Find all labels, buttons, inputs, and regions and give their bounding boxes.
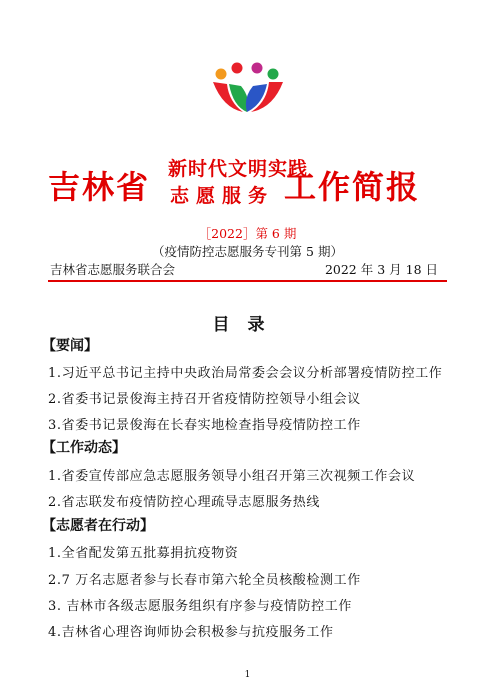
toc-title: 目录 <box>212 315 283 335</box>
toc-item[interactable]: 3.省委书记景俊海在长春实地检查指导疫情防控工作 <box>48 418 361 433</box>
toc-item[interactable]: 1.全省配发第五批募捐抗疫物资 <box>48 546 239 561</box>
publisher-org: 吉林省志愿服务联合会 <box>50 262 176 277</box>
page-number: 1 <box>244 670 251 680</box>
issue-number: ［2022］第 6 期 <box>198 226 297 241</box>
volunteer-logo-icon <box>205 58 289 114</box>
title-civilization-practice: 新时代文明实践 <box>168 158 309 180</box>
title-work-brief: 工作简报 <box>284 168 421 206</box>
toc-item[interactable]: 3. 吉林市各级志愿服务组织有序参与疫情防控工作 <box>48 599 352 614</box>
toc-section-work-updates: 【工作动态】 <box>42 440 126 456</box>
toc-item[interactable]: 2.省志联发布疫情防控心理疏导志愿服务热线 <box>48 495 321 510</box>
header-divider <box>48 280 447 282</box>
title-province: 吉林省 <box>48 168 151 206</box>
toc-section-news: 【要闻】 <box>42 338 98 354</box>
toc-section-volunteers-in-action: 【志愿者在行动】 <box>42 518 154 534</box>
toc-item[interactable]: 1.省委宣传部应急志愿服务领导小组召开第三次视频工作会议 <box>48 469 416 484</box>
toc-item[interactable]: 4.吉林省心理咨询师协会积极参与抗疫服务工作 <box>48 625 334 640</box>
special-issue-note: （疫情防控志愿服务专刊第 5 期） <box>152 244 343 259</box>
toc-item[interactable]: 2.省委书记景俊海主持召开省疫情防控领导小组会议 <box>48 392 361 407</box>
title-volunteer-service: 志愿服务 <box>170 185 275 207</box>
toc-item[interactable]: 1.习近平总书记主持中央政治局常委会会议分析部署疫情防控工作 <box>48 366 443 381</box>
publish-date: 2022 年 3 月 18 日 <box>324 262 438 277</box>
toc-item[interactable]: 2.7 万名志愿者参与长春市第六轮全员核酸检测工作 <box>48 573 361 588</box>
